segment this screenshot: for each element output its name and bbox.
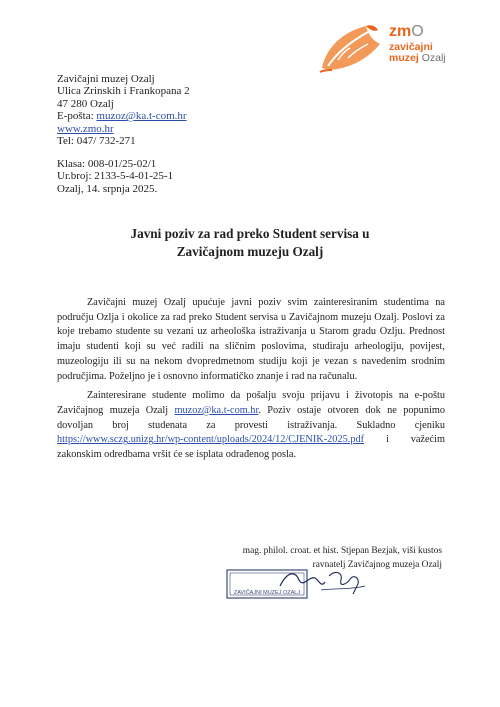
logo-line-zavicajni: zavičajni [389,41,433,53]
document-body [57,296,445,468]
leaf-logo-icon [318,20,388,76]
sender-address [57,73,190,147]
logo-ozalj: Ozalj [421,52,446,64]
stamp-and-signature-icon [225,566,375,602]
logo-wordmark-zm: zm [389,23,412,40]
body-email-link[interactable]: muzoz@ka.t-com.hr [174,404,259,416]
logo-wordmark [389,24,424,40]
klasa-number: Klasa: 008-01/25-02/1 [57,158,157,170]
logo-line-muzej [389,53,446,64]
body-paragraph-2 [57,389,445,463]
signatory-title: ravnatelj Zavičajnog muzeja Ozalj [312,560,442,570]
street-address: Ulica Zrinskih i Frankopana 2 [57,85,190,98]
body-paragraph-1: Zavičajni muzej Ozalj upućuje javni poziv svim zainteresiranim studentima na području Ozlja i okolice za rad preko Student servisa u Zavičajnom muzeju Ozalj. Poslovi za koje trebamo studente su vezani uz arheološka istraživanja u Starom gradu Ozlju. Prednost imaju studenti koji su već radili na sličnim poslovima, studiraju arheologiju, povijest, muzeologiju ili su na nekom dvopredmetnom studiju koji je vezan s navedenim srodnim područjima. Poželjno je i osnovno informatičko znanje i rad na računalu. [57,297,445,382]
museum-logo [318,20,458,76]
document-title [0,225,500,261]
title-line-1: Javni poziv za rad preko Student servisa u [130,226,370,241]
paragraph-2-text-c: i važećim zakonskim odredbama vršit će se isplata odrađenog posla. [57,434,445,461]
email-line [57,110,190,122]
website-link[interactable]: www.zmo.hr [57,122,114,135]
document-reference [57,158,173,195]
title-line-2: Zavičajnom muzeju Ozalj [176,244,324,259]
email-label: E-pošta: [57,110,94,123]
urbroj-number: Ur.broj: 2133-5-4-01-25-1 [57,170,174,183]
email-link[interactable]: muzoz@ka.t-com.hr [96,110,187,123]
stamp-text: ZAVIČAJNI MUZEJ OZALJ [233,590,301,596]
signatory-name: mag. philol. croat. et hist. Stjepan Bezjak, viši kustos [242,546,442,556]
paragraph-2-text-a: Zainteresirane studente molimo da pošalju svoju prijavu i životopis na e-poštu Zavičajnog muzeja Ozalj [57,390,445,416]
document-date: Ozalj, 14. srpnja 2025. [57,182,158,195]
phone-number: Tel: 047/ 732-271 [57,135,136,148]
official-stamp [225,566,375,602]
price-list-link[interactable]: https://www.sczg.unizg.hr/wp-content/uploads/2024/12/CJENIK-2025.pdf [57,434,365,446]
logo-muzej: muzej [389,52,419,64]
museum-name: Zavičajni muzej Ozalj [57,73,155,85]
paragraph-2-text-b: . Poziv ostaje otvoren dok ne popunimo dovoljan broj studenata za provesti istraživanja. Sukladno cjeniku [57,404,445,431]
postal-city: 47 280 Ozalj [57,97,114,110]
logo-wordmark-o: O [411,23,424,40]
